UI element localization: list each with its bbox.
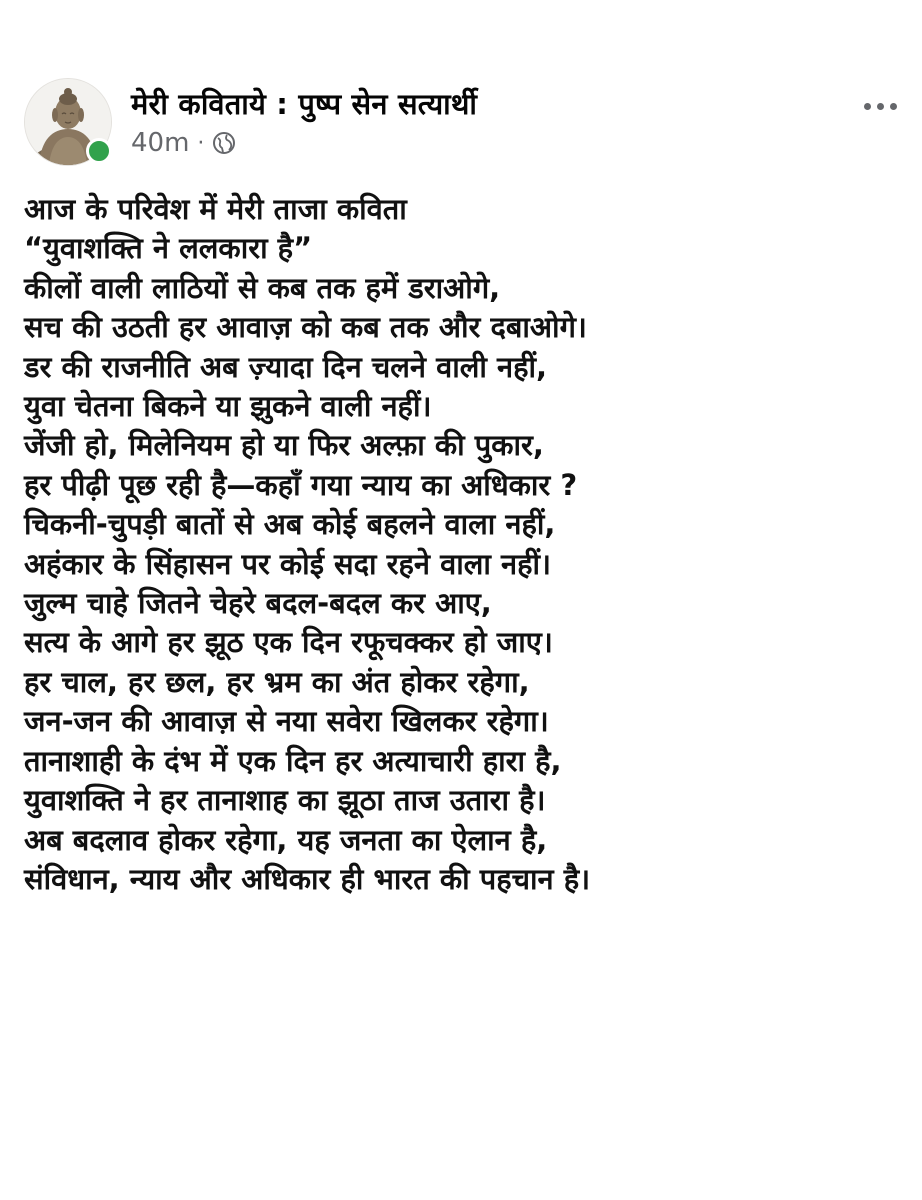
post-line: आज के परिवेश में मेरी ताजा कविता (24, 192, 407, 226)
post-line: युवा चेतना बिकने या झुकने वाली नहीं। (24, 389, 432, 424)
post-line: हर चाल, हर छल, हर भ्रम का अंत होकर रहेगा, (24, 664, 530, 699)
post-line: चिकनी-चुपड़ी बातों से अब कोई बहलने वाला नहीं, (24, 507, 556, 542)
post-line: डर की राजनीति अब ज़्यादा दिन चलने वाली नहीं, (24, 349, 548, 384)
online-status-dot (86, 138, 112, 164)
post-line: जुल्म चाहे जितने चेहरे बदल-बदल कर आए, (24, 586, 492, 621)
more-options-icon (864, 103, 871, 110)
post-line: संविधान, न्याय और अधिकार ही भारत की पहचान है। (24, 861, 591, 896)
author-name[interactable]: मेरी कविताये : पुष्प सेन सत्यार्थी (131, 87, 478, 121)
post-line: हर पीढ़ी पूछ रही है—कहाँ गया न्याय का अधिकार ? (24, 467, 578, 502)
post-line: सत्य के आगे हर झूठ एक दिन रफूचक्कर हो जाए। (24, 625, 553, 660)
post-line: “युवाशक्ति ने ललकारा है” (24, 231, 313, 266)
post-header (24, 78, 904, 168)
globe-icon[interactable] (212, 131, 236, 155)
post-line: अब बदलाव होकर रहेगा, यह जनता का ऐलान है, (24, 822, 548, 857)
post-line: तानाशाही के दंभ में एक दिन हर अत्याचारी हारा है, (24, 743, 562, 778)
post-line: कीलों वाली लाठियों से कब तक हमें डराओगे, (24, 270, 501, 305)
post-timestamp[interactable]: 40m (131, 128, 190, 158)
more-options-button[interactable] (856, 86, 904, 126)
post-line: सच की उठती हर आवाज़ को कब तक और दबाओगे। (24, 310, 587, 345)
post-text (24, 190, 904, 899)
post-line: जन-जन की आवाज़ से नया सवेरा खिलकर रहेगा। (24, 704, 549, 739)
post-line: जेंजी हो, मिलेनियम हो या फिर अल्फ़ा की पुकार, (24, 428, 544, 463)
post-line: अहंकार के सिंहासन पर कोई सदा रहने वाला नहीं। (24, 546, 551, 581)
meta-separator: · (197, 130, 205, 156)
post-line: युवाशक्ति ने हर तानाशाह का झूठा ताज उतारा है। (24, 783, 546, 818)
post-meta (131, 128, 236, 158)
